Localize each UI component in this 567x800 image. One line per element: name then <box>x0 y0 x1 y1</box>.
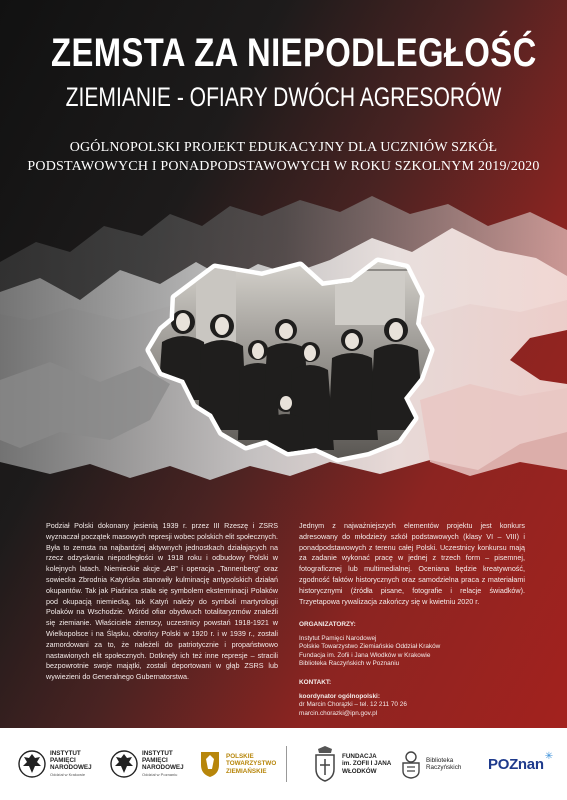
logo-text: Biblioteka <box>426 756 454 764</box>
logo-text: NARODOWEJ <box>142 764 184 771</box>
contest-paragraph: Jednym z najważniejszych elementów projektu jest konkurs adresowany do młodzieży szkół podstawowych (klasy VI – VIII) i ponadpodstawowych z terenu całej Polski. Uczestnicy konkursu mają za zadanie wykonać pracę w jednej z trzech form – pisemnej, fotograficznej lub multimedialnej. Oceniana będzie kreatywność, zgodność faktów historycznych oraz samodzielna praca z materiałami historycznymi (źródła pisane, fotografie i relacje świadków). Trzyetapowa rywalizacja zakończy się w kwietniu 2020 r. <box>299 521 525 606</box>
ipn-poznan-logo <box>110 742 184 786</box>
logo-text: Raczyńskich <box>426 764 462 771</box>
organizer-item: Instytut Pamięci Narodowej <box>299 634 377 642</box>
contact-email[interactable]: marcin.chorazki@ipn.gov.pl <box>299 709 378 717</box>
lower-pink-wave <box>420 384 567 476</box>
lead-line-1: OGÓLNOPOLSKI PROJEKT EDUKACYJNY DLA UCZNIÓW SZKÓŁ <box>69 140 498 155</box>
logo-text: WŁODKÓW <box>342 767 377 775</box>
lead-line-2: PODSTAWOWYCH I PONADPODSTAWOWYCH W ROKU SZKOLNYM 2019/2020 <box>27 159 540 174</box>
ipn-krakow-logo <box>18 742 92 786</box>
contact-person: dr Marcin Chorązki – tel. 12 211 70 26 <box>299 701 407 709</box>
poznan-logo-icon: POZnan <box>488 755 544 773</box>
organizer-item: Biblioteka Raczyńskich w Poznaniu <box>299 660 400 668</box>
pt-ziemianskie-logo <box>198 742 276 786</box>
poster-title: ZEMSTA ZA NIEPODLEGŁOŚĆ <box>51 31 537 75</box>
coat-of-arms-icon <box>312 745 338 783</box>
logo-text: INSTYTUT <box>50 749 81 757</box>
eagle-emblem-icon <box>18 746 46 782</box>
poznan-logo <box>488 742 553 786</box>
biblioteka-raczynskich-logo <box>400 742 461 786</box>
contact-role: koordynator ogólnopolski: <box>299 692 380 700</box>
logo-text: POLSKIE <box>226 753 254 761</box>
logo-text: ZIEMIAŃSKIE <box>226 767 267 775</box>
logo-text: FUNDACJA <box>342 753 377 761</box>
eagle-emblem-icon <box>110 746 138 782</box>
society-crest-icon <box>198 749 222 779</box>
star-icon: ✳ <box>544 750 554 762</box>
logo-text: im. ZOFII I JANA <box>342 760 392 768</box>
poster-subtitle: ZIEMIANIE - OFIARY DWÓCH AGRESORÓW <box>65 82 502 112</box>
logo-subtext: Oddział w Krakowie <box>50 772 86 778</box>
logo-divider <box>286 746 287 782</box>
library-crest-icon <box>400 749 422 779</box>
logo-text: NARODOWEJ <box>50 764 92 771</box>
organizers-heading: ORGANIZATORZY: <box>299 621 356 628</box>
logo-subtext: Oddział w Poznaniu <box>142 772 178 778</box>
project-description <box>0 138 567 176</box>
organizers-block <box>299 621 440 669</box>
fundacja-wlodkow-logo <box>312 742 391 786</box>
partner-logos-bar <box>0 728 567 800</box>
logo-text: PAMIĘCI <box>142 756 168 764</box>
organizer-item: Fundacja im. Zofii i Jana Włodków w Krakowie <box>299 651 431 659</box>
organizer-item: Polskie Towarzystwo Ziemiańskie Oddział Kraków <box>299 643 441 651</box>
logo-text: TOWARZYSTWO <box>226 760 277 768</box>
history-paragraph: Podział Polski dokonany jesienią 1939 r. przez III Rzeszę i ZSRS wyznaczał początek masowych represji wobec polskich elit społecznych. Była to zemsta na najbardziej aktywnych jednostkach działających na rzecz odzyskania niepodległości w 1918 roku i odbudowy Polski w kolejnych latach. Niemieckie akcje „AB” i operacja „Tannenberg” oraz sowiecka Zbrodnia Katyńska stanowiły kulminację antypolskich działań okupantów. Tak jak Piaśnica stała się symbolem eksterminacji Polaków pod okupacją niemiecką, tak Katyń należy do symboli martyrologii Polaków na Wschodzie. Wśród ofiar obydwuch totalitaryzmów znaleźli się ziemianie. Właściciele ziemscy, uczestnicy powstań 1918-1921 w Wielkopolsce i na Śląsku, obrońcy Polski w 1920 r. i w 1939 r., zostali zamordowani za to, że należeli do patriotycznie i propaństwowo nastawionych elit społecznych. Dotknęły ich też inne represje – stracili bezpowrotnie swoje majątki, zostali deportowani w głąb ZSRS lub wywiezieni do Generalnego Gubernatorstwa. <box>46 521 278 682</box>
contact-block <box>299 679 407 718</box>
logo-text: INSTYTUT <box>142 749 173 757</box>
logo-text: PAMIĘCI <box>50 756 76 764</box>
contact-heading: KONTAKT: <box>299 679 332 686</box>
